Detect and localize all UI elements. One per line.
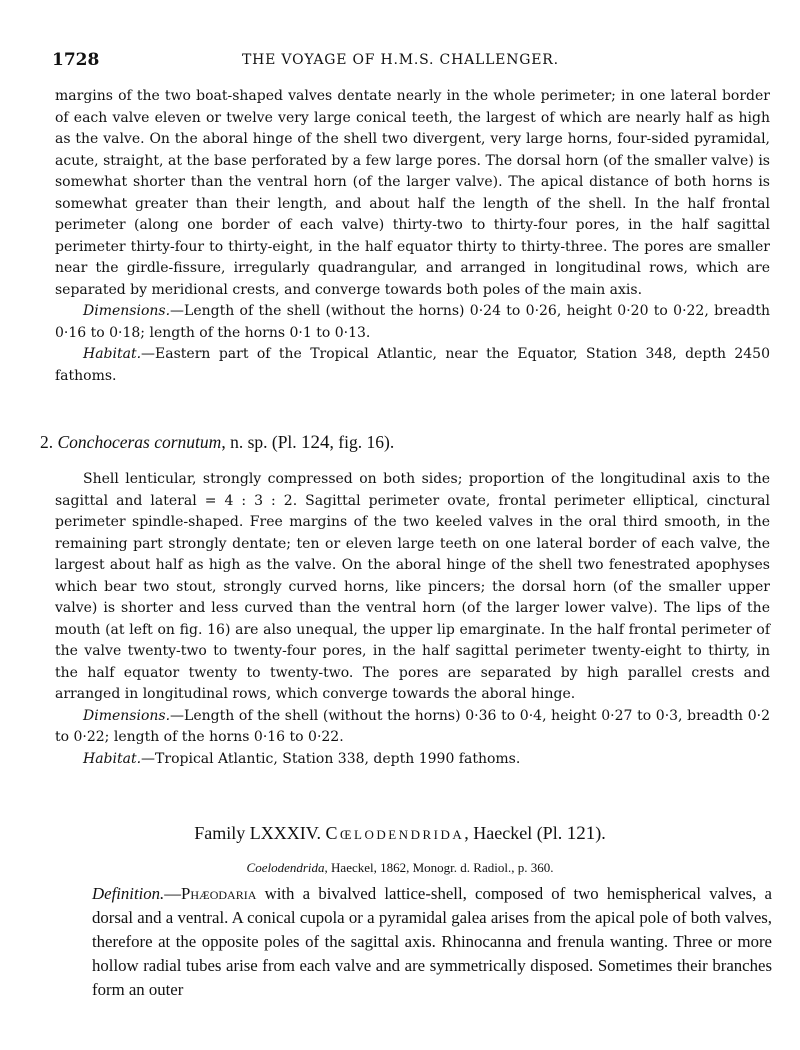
species-description: Shell lenticular, strongly compressed on both sides; proportion of the longitudinal axis to the sagittal and lateral = 4 : 3 : 2. Sagittal perimeter ovate, frontal perimeter elliptical, cinctural perimeter spindle-shaped. Free margins of the two keeled valves in the oral third smooth, in the remaining part strongly dentate; ten or eleven large teeth on one lateral border of each valve, the largest about half as high as the valve. On the aboral hinge of the shell two fenestrated apophyses which bear two stout, strongly curved horns, like pincers; the dorsal horn (of the smaller upper valve) is shorter and less curved than the ventral horn (of the larger lower valve). The lips of the mouth (at left on fig. 16) are also unequal, the upper lip emarginate. In the half frontal perimeter of the valve twenty-two to twenty-four pores, in the half sagittal perimeter twenty-eight to thirty, in the half equator twenty to twenty-two. The pores are separated by high parallel crests and arranged in longitudinal rows, which converge towards the aboral hinge. [55, 471, 770, 702]
running-title: THE VOYAGE OF H.M.S. CHALLENGER. [242, 52, 559, 68]
family-heading [0, 823, 800, 845]
page-header [52, 50, 772, 74]
habitat-1 [55, 344, 770, 387]
dimensions-1 [55, 301, 770, 344]
paragraph-continued: margins of the two boat-shaped valves dentate nearly in the whole perimeter; in one lateral border of each valve eleven or twelve very large conical teeth, the largest of which are nearly half as high as the valve. On the aboral hinge of the shell two divergent, very large horns, four-sided pyramidal, acute, straight, at the base perforated by a few large pores. The dorsal horn (of the smaller valve) is somewhat shorter than the ventral horn (of the larger valve). The apical distance of both horns is somewhat greater than their length, and about half the length of the shell. In the half frontal perimeter (along one border of each valve) thirty-two to thirty-four pores, in the half sagittal perimeter thirty-four to thirty-eight, in the half equator thirty to thirty-three. The pores are smaller near the girdle-fissure, irregularly quadrangular, and arranged in longitudinal rows, which are separated by meridional crests, and converge towards both poles of the main axis. [55, 88, 770, 298]
definition-block [92, 882, 772, 1002]
family-author: , Haeckel (Pl. [464, 823, 563, 843]
dimensions-text: —Length of the shell (without the horns) 0·24 to 0·26, height 0·20 to 0·22, breadth 0·16 to 0·18; length of the horns 0·1 to 0·13. [55, 303, 770, 341]
section-1-body [55, 86, 770, 387]
dimensions-label: Dimensions. [83, 303, 171, 319]
species-name: Conchoceras cornutum [57, 432, 222, 452]
family-name: Cœlodendrida [325, 823, 465, 843]
definition-label: Definition. [92, 884, 165, 903]
family-plate-number: 121 [566, 823, 596, 844]
species-heading [40, 432, 394, 454]
species-suffix: , n. sp. (Pl. [221, 432, 297, 452]
dimensions-2 [55, 706, 770, 749]
habitat-text: —Tropical Atlantic, Station 338, depth 1990 fathoms. [141, 750, 521, 767]
species-fig: , fig. 16). [329, 432, 395, 452]
definition-dash: — [164, 884, 182, 903]
reference-name: Coelodendrida [246, 860, 325, 875]
habitat-text: —Eastern part of the Tropical Atlantic, near the Equator, Station 348, depth 2450 fathoms. [55, 346, 770, 384]
family-prefix: Family LXXXIV. [194, 823, 321, 843]
species-number: 2. [40, 432, 54, 452]
dimensions-label: Dimensions. [83, 707, 171, 724]
page-number: 1728 [52, 50, 100, 70]
habitat-2 [55, 749, 770, 771]
definition-text: with a bivalved lattice-shell, composed of two hemispherical valves, a dorsal and a ventral. A conical cupola or a pyramidal galea arises from the apical pole of both valves, therefore at the opposite poles of the sagittal axis. Rhinocanna and frenula wanting. Three or more hollow radial tubes arise from each valve and are symmetrically disposed. Sometimes their branches form an outer [92, 884, 772, 999]
family-reference [0, 860, 800, 876]
habitat-label: Habitat. [83, 346, 142, 362]
plate-number: 124 [301, 432, 330, 453]
family-close: ). [595, 823, 606, 843]
habitat-label: Habitat. [83, 750, 142, 767]
definition-paragraph [92, 882, 772, 1002]
reference-text: , Haeckel, 1862, Monogr. d. Radiol., p. 360. [324, 860, 554, 875]
dimensions-text: —Length of the shell (without the horns) 0·36 to 0·4, height 0·27 to 0·3, breadth 0·2 to 0·22; length of the horns 0·16 to 0·22. [55, 707, 770, 745]
section-2-body [55, 469, 770, 770]
definition-group: Phæodaria [181, 884, 257, 903]
